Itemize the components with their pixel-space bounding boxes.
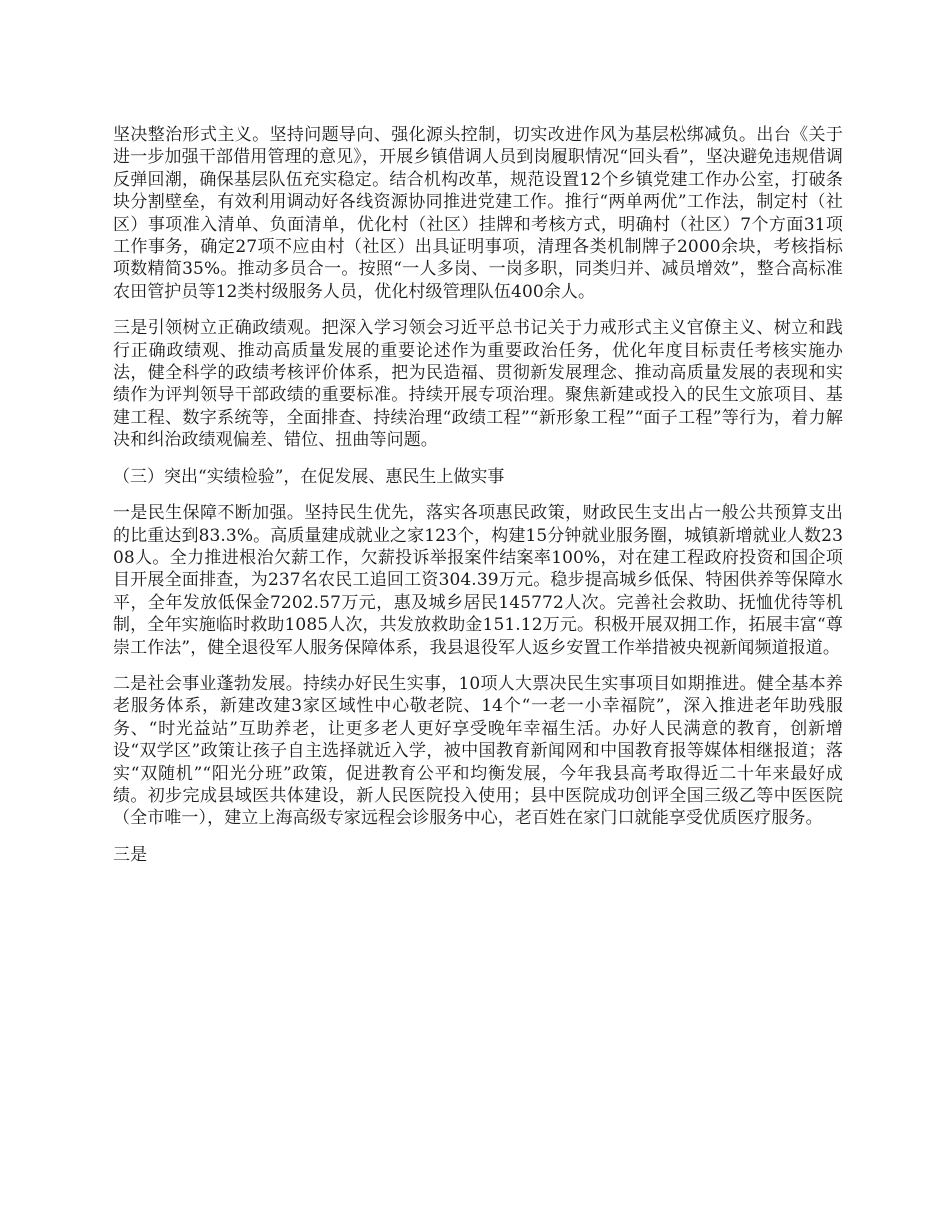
paragraph-performance-view: 三是引领树立正确政绩观。把深入学习领会习近平总书记关于力戒形式主义官僚主义、树立和践行正确政绩观、推动高质量发展的重要论述作为重要政治任务，优化年度目标责任考核实施办法，健全科学的政绩考核评价体系，把为民造福、贯彻新发展理念、推动高质量发展的表现和实绩作为评判领导干部政绩的重要标准。持续开展专项治理。聚焦新建或投入的民生文旅项目、基建工程、数字系统等，全面排查、持续治理“政绩工程”“新形象工程”“面子工程”等行为，着力解决和纠治政绩观偏差、错位、扭曲等问题。	[113, 318, 843, 451]
paragraph-truncated: 三是	[113, 844, 148, 865]
section-heading: （三）突出“实绩检验”，在促发展、惠民生上做实事	[113, 466, 505, 487]
paragraph-rectify-formalism: 坚决整治形式主义。坚持问题导向、强化源头控制，切实改进作风为基层松绑减负。出台《关于进一步加强干部借用管理的意见》，开展乡镇借调人员到岗履职情况“回头看”，坚决避免违规借调反弹回潮，确保基层队伍充实稳定。结合机构改革，规范设置12个乡镇党建工作办公室，打破条块分割壁垒，有效利用调动好各线资源协同推进党建工作。推行“两单两优”工作法，制定村（社区）事项准入清单、负面清单，优化村（社区）挂牌和考核方式，明确村（社区）7个方面31项工作事务，确定27项不应由村（社区）出具证明事项，清理各类机制牌子2000余块，考核指标项数精简35%。推动多员合一。按照“一人多岗、一岗多职，同类归并、减员增效”，整合高标准农田管护员等12类村级服务人员，优化村级管理队伍400余人。	[113, 125, 843, 302]
paragraph-livelihood-security: 一是民生保障不断加强。坚持民生优先，落实各项惠民政策，财政民生支出占一般公共预算支出的比重达到83.3%。高质量建成就业之家123个，构建15分钟就业服务圈，城镇新增就业人数2308人。全力推进根治欠薪工作，欠薪投诉举报案件结案率100%，对在建工程政府投资和国企项目开展全面排查，为237名农民工追回工资304.39万元。稳步提高城乡低保、特困供养等保障水平，全年发放低保金7202.57万元，惠及城乡居民145772人次。完善社会救助、抚恤优待等机制，全年实施临时救助1085人次，共发放救助金151.12万元。积极开展双拥工作，拓展丰富“尊崇工作法”，健全退役军人服务保障体系，我县退役军人返乡安置工作举措被央视新闻频道报道。	[113, 503, 843, 658]
paragraph-social-undertakings: 二是社会事业蓬勃发展。持续办好民生实事，10项人大票决民生实事项目如期推进。健全基本养老服务体系，新建改建3家区域性中心敬老院、14个“一老一小幸福院”，深入推进老年助残服务、“时光益站”互助养老，让更多老人更好享受晚年幸福生活。办好人民满意的教育，创新增设“双学区”政策让孩子自主选择就近入学，被中国教育新闻网和中国教育报等媒体相继报道；落实“双随机”“阳光分班”政策，促进教育公平和均衡发展，今年我县高考取得近二十年来最好成绩。初步完成县域医共体建设，新人民医院投入使用；县中医院成功创评全国三级乙等中医医院（全市唯一），建立上海高级专家远程会诊服务中心，老百姓在家门口就能享受优质医疗服务。	[113, 673, 843, 829]
document-page	[113, 124, 843, 880]
